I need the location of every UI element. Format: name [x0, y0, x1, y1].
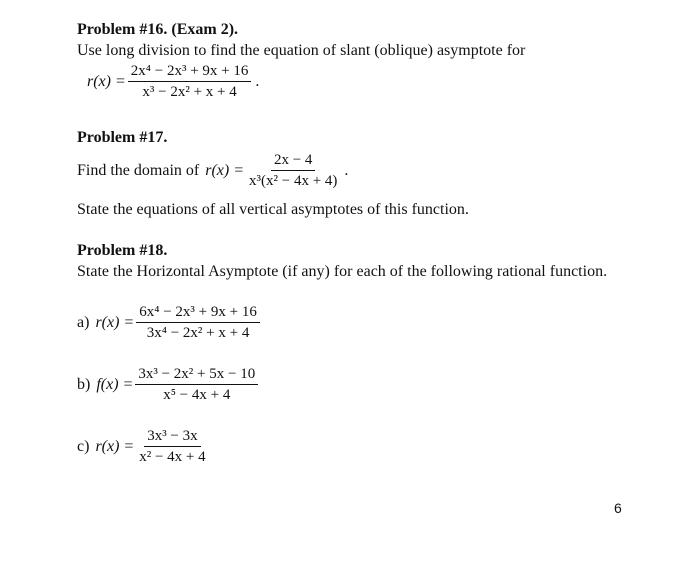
numerator: 2x − 4 — [271, 151, 315, 171]
problem-18a-equation — [77, 303, 260, 342]
period: . — [255, 72, 260, 90]
function-label: r(x) = — [205, 161, 244, 179]
problem-18c-equation — [77, 427, 209, 466]
numerator: 3x³ − 2x² + 5x − 10 — [135, 365, 258, 385]
problem-18b-equation — [77, 365, 258, 404]
problem-17-heading: Problem #17. — [77, 129, 168, 146]
problem-16-text: Use long division to find the equation of slant (oblique) asymptote for — [77, 42, 526, 59]
function-label: r(x) = — [95, 437, 135, 455]
function-label: r(x) = — [95, 313, 135, 331]
numerator: 6x⁴ − 2x³ + 9x + 16 — [136, 303, 260, 323]
problem-16-equation — [87, 62, 259, 101]
fraction — [246, 151, 340, 190]
numerator: 3x³ − 3x — [144, 427, 200, 447]
part-label: c) — [77, 437, 90, 455]
function-label: r(x) = — [87, 72, 126, 90]
fraction — [136, 303, 260, 342]
period: . — [344, 161, 349, 179]
problem-17-equation — [77, 151, 348, 190]
problem-18-text: State the Horizontal Asymptote (if any) for each of the following rational function. — [77, 263, 608, 280]
fraction — [128, 62, 252, 101]
part-label: b) — [77, 375, 91, 393]
problem-17-prefix: Find the domain of — [77, 161, 200, 179]
page-number: 6 — [614, 500, 622, 516]
denominator: x⁵ − 4x + 4 — [163, 387, 231, 403]
denominator: x² − 4x + 4 — [139, 449, 206, 465]
problem-17-text: State the equations of all vertical asymptotes of this function. — [77, 201, 469, 218]
function-label: f(x) = — [96, 375, 134, 393]
problem-16-heading: Problem #16. (Exam 2). — [77, 21, 239, 38]
fraction — [135, 365, 258, 404]
part-label: a) — [77, 313, 90, 331]
problem-18-heading: Problem #18. — [77, 242, 168, 259]
denominator: 3x⁴ − 2x² + x + 4 — [146, 325, 250, 341]
denominator: x³ − 2x² + x + 4 — [142, 84, 237, 100]
numerator: 2x⁴ − 2x³ + 9x + 16 — [128, 62, 252, 82]
fraction — [136, 427, 208, 466]
denominator: x³(x² − 4x + 4) — [249, 173, 338, 189]
